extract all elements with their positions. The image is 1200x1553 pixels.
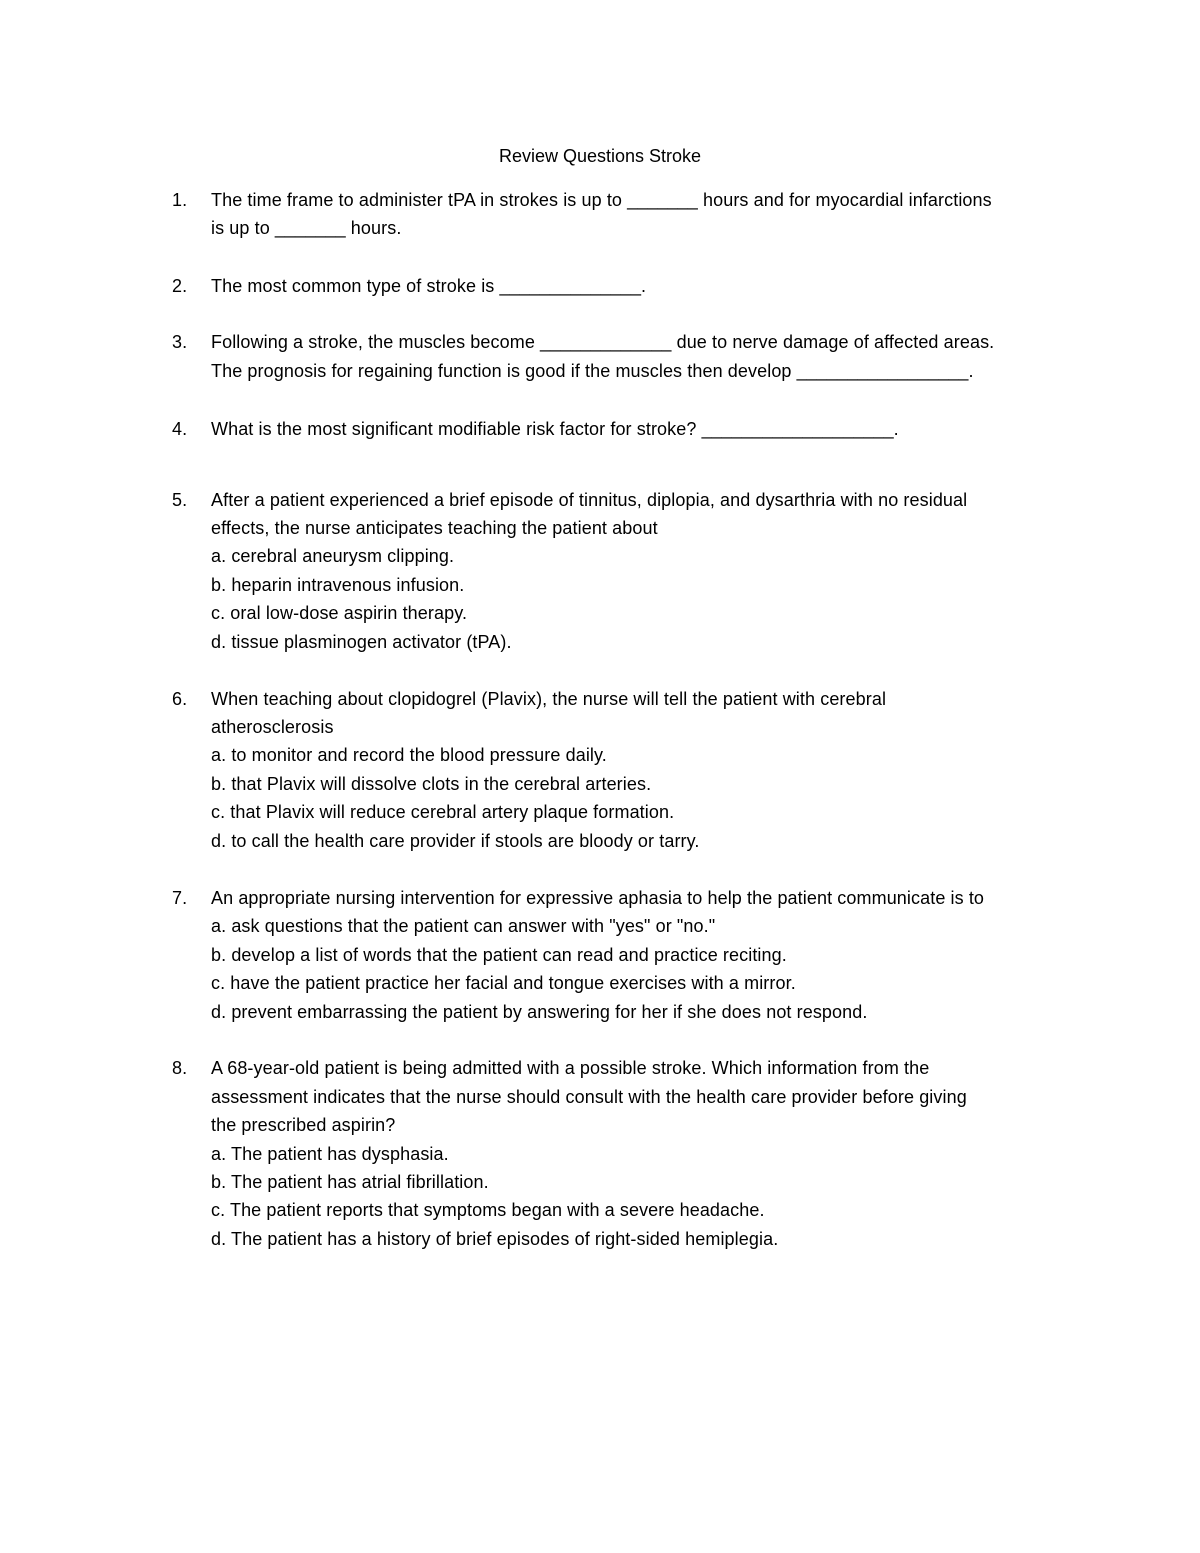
question-number: 7. <box>172 888 188 908</box>
question-text: Following a stroke, the muscles become _____________ due to nerve damage of affected areas. <box>211 332 995 352</box>
question-text: The time frame to administer tPA in strokes is up to _______ hours and for myocardial infarctions <box>211 190 992 210</box>
answer-option: d. to call the health care provider if stools are bloody or tarry. <box>211 831 700 851</box>
question-text: An appropriate nursing intervention for expressive aphasia to help the patient communicate is to <box>211 888 985 908</box>
answer-option: a. cerebral aneurysm clipping. <box>211 546 455 566</box>
question-text: is up to _______ hours. <box>211 218 402 238</box>
question-number: 3. <box>172 332 188 352</box>
question-text: When teaching about clopidogrel (Plavix), the nurse will tell the patient with cerebral <box>211 689 887 709</box>
answer-option: a. ask questions that the patient can answer with "yes" or "no." <box>211 916 716 936</box>
answer-option: d. tissue plasminogen activator (tPA). <box>211 632 512 652</box>
answer-option: c. oral low-dose aspirin therapy. <box>211 603 468 623</box>
question-number: 5. <box>172 490 188 510</box>
question-number: 8. <box>172 1058 188 1078</box>
answer-option: b. heparin intravenous infusion. <box>211 575 465 595</box>
question-text: What is the most significant modifiable risk factor for stroke? ___________________. <box>211 419 899 439</box>
answer-option: b. that Plavix will dissolve clots in the cerebral arteries. <box>211 774 652 794</box>
question-text: A 68-year-old patient is being admitted with a possible stroke. Which information from the <box>211 1058 930 1078</box>
question-text: the prescribed aspirin? <box>211 1115 396 1135</box>
answer-option: d. prevent embarrassing the patient by answering for her if she does not respond. <box>211 1002 868 1022</box>
answer-option: b. The patient has atrial fibrillation. <box>211 1172 489 1192</box>
question-number: 1. <box>172 190 188 210</box>
question-text: atherosclerosis <box>211 717 334 737</box>
answer-option: c. have the patient practice her facial and tongue exercises with a mirror. <box>211 973 796 993</box>
question-text: assessment indicates that the nurse should consult with the health care provider before giving <box>211 1087 967 1107</box>
answer-option: d. The patient has a history of brief episodes of right-sided hemiplegia. <box>211 1229 779 1249</box>
question-text: After a patient experienced a brief episode of tinnitus, diplopia, and dysarthria with no residual <box>211 490 968 510</box>
question-text: The most common type of stroke is ______________. <box>211 276 647 296</box>
question-number: 2. <box>172 276 188 296</box>
question-number: 6. <box>172 689 188 709</box>
answer-option: c. The patient reports that symptoms began with a severe headache. <box>211 1200 765 1220</box>
answer-option: a. The patient has dysphasia. <box>211 1144 449 1164</box>
answer-option: c. that Plavix will reduce cerebral artery plaque formation. <box>211 802 675 822</box>
answer-option: b. develop a list of words that the patient can read and practice reciting. <box>211 945 787 965</box>
question-text: The prognosis for regaining function is good if the muscles then develop _________________. <box>211 361 974 381</box>
page-title: Review Questions Stroke <box>498 146 702 166</box>
question-text: effects, the nurse anticipates teaching the patient about <box>211 518 658 538</box>
question-number: 4. <box>172 419 188 439</box>
answer-option: a. to monitor and record the blood pressure daily. <box>211 745 607 765</box>
